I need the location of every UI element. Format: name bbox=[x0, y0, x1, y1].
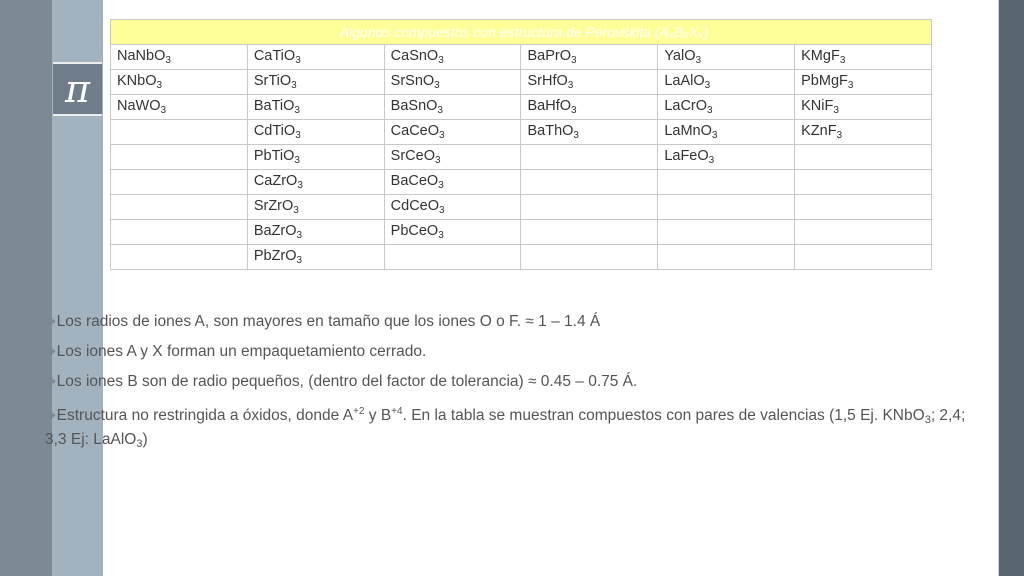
table-row bbox=[111, 170, 932, 195]
formula-subscript: 3 bbox=[296, 230, 303, 241]
formula-text: KMgF bbox=[801, 48, 840, 64]
formula-text: BaTiO bbox=[253, 98, 295, 114]
formula-subscript: 3 bbox=[294, 105, 300, 116]
diamond-bullet-icon: ❖ bbox=[45, 408, 57, 423]
formula-subscript: 3 bbox=[438, 55, 444, 66]
table-cell bbox=[111, 220, 248, 245]
table-title-row bbox=[111, 20, 932, 45]
pi-symbol: π bbox=[65, 67, 90, 111]
table-cell bbox=[111, 45, 248, 70]
table-cell bbox=[795, 145, 932, 170]
table-cell bbox=[521, 245, 658, 270]
table-cell bbox=[795, 220, 932, 245]
formula-text: CdTiO bbox=[253, 123, 296, 139]
formula-text: SrHfO bbox=[527, 73, 568, 89]
formula-text: BaPrO bbox=[527, 48, 571, 64]
formula-subscript: 3 bbox=[847, 80, 854, 91]
formula-text: BaCeO bbox=[390, 173, 439, 189]
formula-text: LaFeO bbox=[664, 148, 709, 164]
formula-text: BaSnO bbox=[390, 98, 438, 114]
formula-subscript: 3 bbox=[833, 105, 839, 116]
table-row bbox=[111, 245, 932, 270]
formula-subscript: 3 bbox=[434, 80, 440, 91]
formula-text: BaThO bbox=[527, 123, 574, 139]
formula-subscript: 3 bbox=[291, 80, 297, 91]
table-cell bbox=[658, 195, 795, 220]
table-cell bbox=[658, 70, 795, 95]
formula-text: CaCeO bbox=[390, 123, 440, 139]
pi-icon bbox=[53, 62, 102, 116]
formula-subscript: 3 bbox=[437, 105, 443, 116]
formula-subscript: 3 bbox=[711, 130, 718, 141]
bullet-1: ❖Los radios de iones A, son mayores en tamaño que los iones O o F. ≈ 1 – 1.4 Á bbox=[45, 313, 601, 330]
table-cell bbox=[384, 170, 521, 195]
table-row bbox=[111, 45, 932, 70]
formula-subscript: 3 bbox=[434, 155, 441, 166]
formula-subscript: 3 bbox=[294, 155, 300, 166]
table-cell bbox=[521, 120, 658, 145]
table-cell bbox=[247, 145, 384, 170]
formula-subscript: 3 bbox=[297, 180, 303, 191]
formula-text: BaZrO bbox=[253, 223, 297, 239]
table-cell bbox=[247, 45, 384, 70]
formula-text: SrTiO bbox=[253, 73, 292, 89]
table-row bbox=[111, 145, 932, 170]
formula-subscript: 3 bbox=[295, 55, 301, 66]
table-cell bbox=[521, 195, 658, 220]
formula-text: SrZrO bbox=[253, 198, 294, 214]
formula-subscript: 3 bbox=[296, 255, 303, 266]
table-cell bbox=[384, 70, 521, 95]
table-cell bbox=[111, 245, 248, 270]
perovskite-table bbox=[110, 19, 932, 270]
formula-subscript: 3 bbox=[438, 230, 444, 241]
formula-text: KNiF bbox=[801, 98, 834, 114]
table-cell bbox=[247, 220, 384, 245]
formula-text: PbCeO bbox=[390, 223, 439, 239]
table-cell bbox=[795, 170, 932, 195]
formula-text: PbTiO bbox=[253, 148, 295, 164]
formula-text: LaAlO bbox=[664, 73, 705, 89]
table-cell bbox=[521, 95, 658, 120]
table-cell bbox=[247, 195, 384, 220]
table-cell bbox=[658, 220, 795, 245]
formula-text: NaWO bbox=[117, 98, 161, 114]
formula-subscript: 3 bbox=[439, 130, 445, 141]
formula-subscript: 3 bbox=[839, 55, 846, 66]
bullet-2: ❖Los iones A y X forman un empaquetamiento cerrado. bbox=[45, 343, 427, 360]
table-cell bbox=[658, 120, 795, 145]
table-cell bbox=[247, 120, 384, 145]
table-cell bbox=[384, 195, 521, 220]
formula-subscript: 3 bbox=[165, 55, 171, 66]
formula-subscript: 3 bbox=[439, 205, 445, 216]
formula-subscript: 3 bbox=[695, 55, 702, 66]
table-cell bbox=[247, 95, 384, 120]
table-cell bbox=[247, 245, 384, 270]
diamond-bullet-icon: ❖ bbox=[45, 314, 57, 329]
table-cell bbox=[521, 145, 658, 170]
table-cell bbox=[384, 95, 521, 120]
formula-subscript: 3 bbox=[571, 55, 577, 66]
table-cell bbox=[658, 45, 795, 70]
table-row bbox=[111, 70, 932, 95]
table-cell bbox=[384, 120, 521, 145]
table-cell bbox=[384, 45, 521, 70]
table-cell bbox=[384, 220, 521, 245]
table-cell bbox=[247, 70, 384, 95]
formula-text: KZnF bbox=[801, 123, 837, 139]
formula-text: LaCrO bbox=[664, 98, 708, 114]
formula-text: YalO bbox=[664, 48, 696, 64]
diamond-bullet-icon: ❖ bbox=[45, 344, 57, 359]
bullet-4: ❖Estructura no restringida a óxidos, donde $A^{+2}$ y $B^{+4}$. En la tabla se muestran compuestos con pares de valencias (1,5 Ej. KNbO$_3$; 2,4; 3,3 Ej: LaAlO$_3$) bbox=[45, 406, 966, 450]
table-row bbox=[111, 220, 932, 245]
formula-text: CaSnO bbox=[390, 48, 439, 64]
table-title: Algunos compuestos con estructura de Perovskita (AₓBₓXₓ) bbox=[111, 20, 932, 45]
formula-text: NaNbO bbox=[117, 48, 166, 64]
formula-subscript: 3 bbox=[295, 130, 301, 141]
formula-subscript: 3 bbox=[160, 105, 167, 116]
formula-text: BaHfO bbox=[527, 98, 571, 114]
table-cell bbox=[247, 170, 384, 195]
table-cell bbox=[795, 120, 932, 145]
formula-subscript: 3 bbox=[438, 180, 444, 191]
formula-subscript: 3 bbox=[571, 105, 577, 116]
table-cell bbox=[521, 220, 658, 245]
formula-text: SrCeO bbox=[390, 148, 435, 164]
table-cell bbox=[795, 95, 932, 120]
right-sidebar bbox=[999, 0, 1024, 576]
table-cell bbox=[795, 70, 932, 95]
bullet-list bbox=[45, 312, 975, 464]
table-cell bbox=[521, 70, 658, 95]
formula-text: LaMnO bbox=[664, 123, 712, 139]
formula-text: CaZrO bbox=[253, 173, 298, 189]
formula-subscript: 3 bbox=[156, 80, 163, 91]
formula-text: CaTiO bbox=[253, 48, 296, 64]
table-cell bbox=[658, 95, 795, 120]
table-cell bbox=[111, 170, 248, 195]
diamond-bullet-icon: ❖ bbox=[45, 374, 57, 389]
left-sidebar-dark bbox=[0, 0, 52, 576]
formula-subscript: 3 bbox=[836, 130, 843, 141]
table-cell bbox=[658, 170, 795, 195]
formula-subscript: 3 bbox=[567, 80, 574, 91]
formula-text: PbZrO bbox=[253, 248, 297, 264]
table-cell bbox=[111, 95, 248, 120]
formula-subscript: 3 bbox=[573, 130, 579, 141]
table-row bbox=[111, 95, 932, 120]
table-cell bbox=[521, 170, 658, 195]
formula-subscript: 3 bbox=[293, 205, 299, 216]
formula-text: KNbO bbox=[117, 73, 157, 89]
table-cell bbox=[658, 245, 795, 270]
table-cell bbox=[658, 145, 795, 170]
table-cell bbox=[111, 145, 248, 170]
table-cell bbox=[795, 195, 932, 220]
formula-text: PbMgF bbox=[801, 73, 848, 89]
table-cell bbox=[111, 70, 248, 95]
table-cell bbox=[521, 45, 658, 70]
formula-text: CdCeO bbox=[390, 198, 440, 214]
formula-subscript: 3 bbox=[704, 80, 711, 91]
table-cell bbox=[111, 195, 248, 220]
table-cell bbox=[795, 245, 932, 270]
bullet-3: ❖Los iones B son de radio pequeños, (dentro del factor de tolerancia) ≈ 0.45 – 0.75 Á. bbox=[45, 373, 638, 390]
table-cell bbox=[384, 145, 521, 170]
formula-text: SrSnO bbox=[390, 73, 435, 89]
formula-subscript: 3 bbox=[707, 105, 713, 116]
formula-subscript: 3 bbox=[708, 155, 715, 166]
table-row bbox=[111, 195, 932, 220]
table-cell bbox=[111, 120, 248, 145]
table-cell bbox=[795, 45, 932, 70]
table-row bbox=[111, 120, 932, 145]
table-cell bbox=[384, 245, 521, 270]
